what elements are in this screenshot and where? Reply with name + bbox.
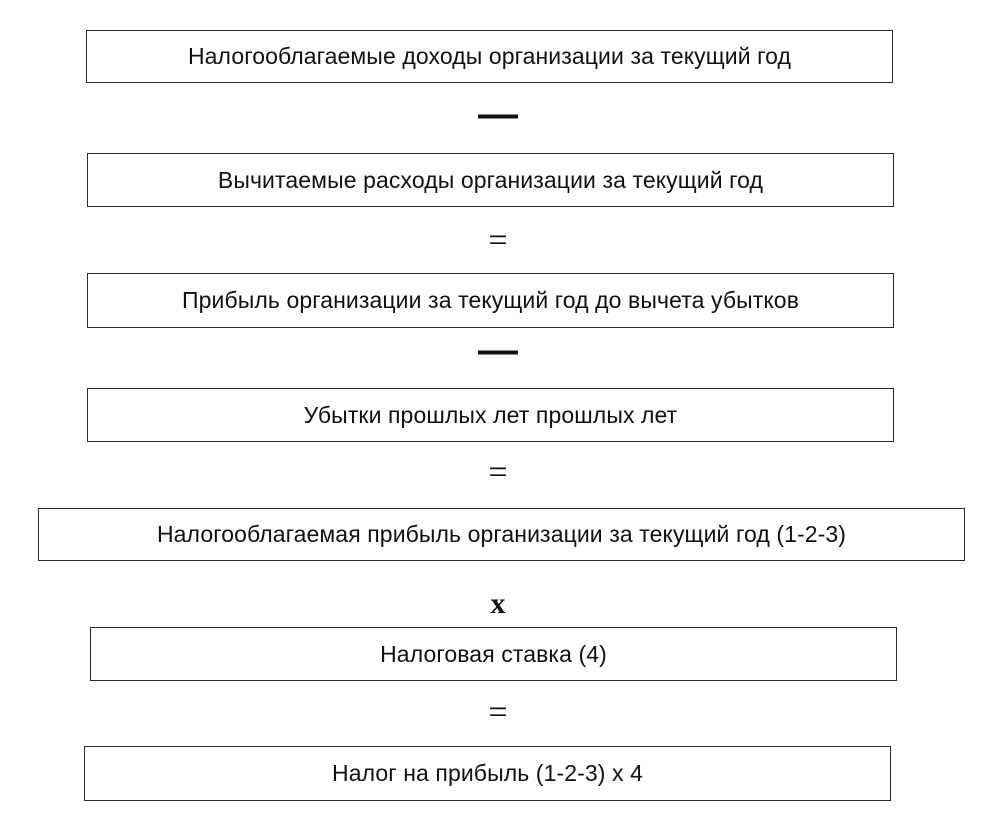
taxable-income-label: Налогооблагаемые доходы организации за текущий год [187, 43, 792, 69]
profit-before-losses-box [87, 273, 894, 328]
minus-operator-2: — [478, 328, 518, 372]
profit-tax-box [84, 746, 891, 801]
profit-tax-label: Налог на прибыль (1-2-3) х 4 [331, 760, 643, 786]
prior-losses-box [87, 388, 894, 442]
tax-rate-box [90, 627, 897, 681]
equals-operator-2: = [488, 454, 508, 491]
taxable-profit-box [38, 508, 965, 561]
multiply-operator: x [490, 587, 506, 620]
taxable-profit-label: Налогооблагаемая прибыль организации за текущий год (1-2-3) [156, 521, 847, 547]
prior-losses-label: Убытки прошлых лет прошлых лет [303, 401, 678, 428]
profit-before-losses-label: Прибыль организации за текущий год до вычета убытков [181, 287, 800, 313]
deductible-expenses-label: Вычитаемые расходы организации за текущий год [217, 166, 764, 193]
equals-operator-1: = [488, 222, 508, 259]
equals-operator-3: = [488, 694, 508, 731]
minus-operator-1: — [478, 92, 518, 136]
tax-rate-label: Налоговая ставка (4) [380, 640, 607, 667]
deductible-expenses-box [87, 153, 894, 207]
taxable-income-box [86, 30, 893, 83]
